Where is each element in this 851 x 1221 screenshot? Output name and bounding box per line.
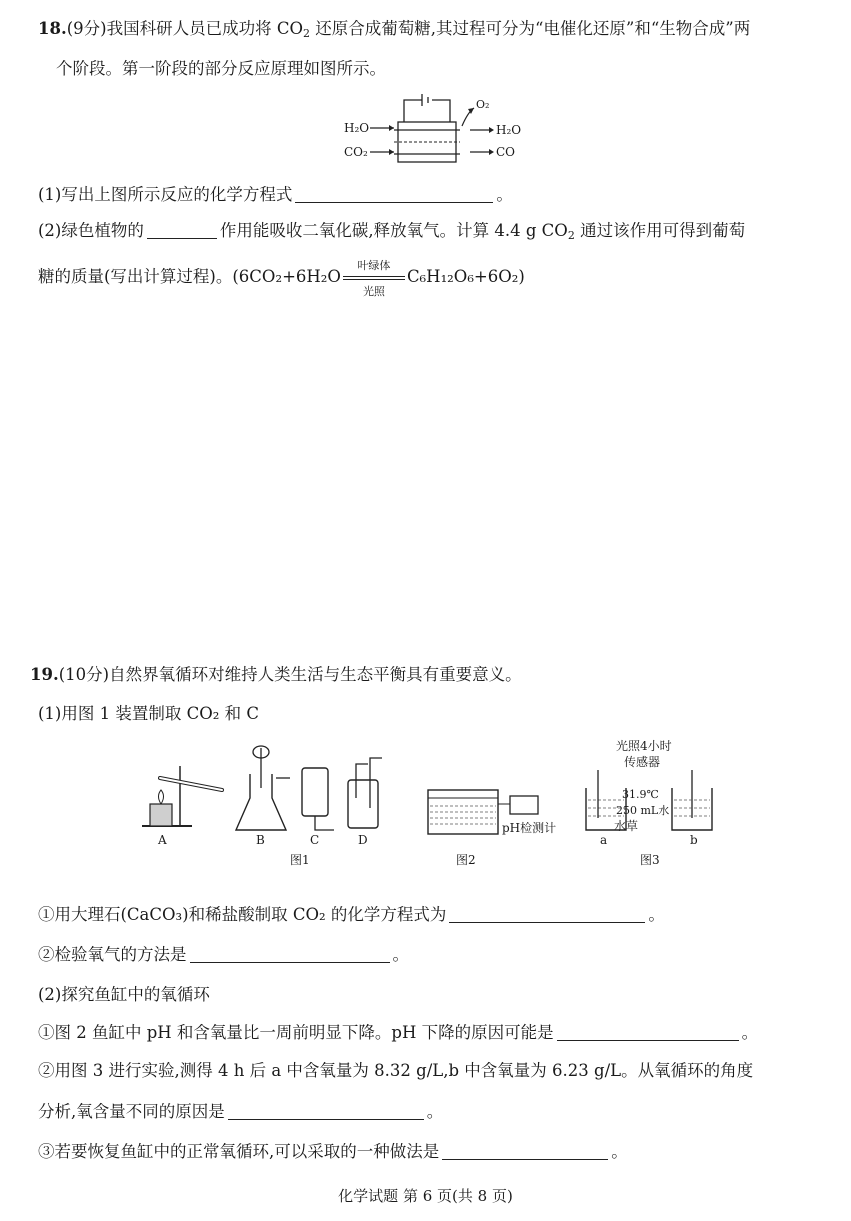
- answer-blank[interactable]: [228, 1103, 424, 1120]
- fig2-caption: 图2: [456, 853, 476, 867]
- q19-intro: 19.(10分)自然界氧循环对维持人类生活与生态平衡具有重要意义。: [30, 665, 522, 684]
- q18-intro-line-2: 个阶段。第一阶段的部分反应原理如图所示。: [56, 59, 386, 78]
- question-number: 18.: [38, 19, 67, 38]
- q19-part2-label: (2)探究鱼缸中的氧循环: [38, 985, 210, 1004]
- q19-sub4-line-1: ②用图 3 进行实验,测得 4 h 后 a 中含氧量为 8.32 g/L,b 中含氧量为 6.23 g/L。从氧循环的角度: [38, 1061, 754, 1080]
- fig1-label-b: B: [256, 833, 265, 847]
- answer-blank[interactable]: [147, 222, 217, 239]
- fig1-label-a: A: [158, 833, 167, 847]
- q18-part2-line-2: 糖的质量(写出计算过程)。(6CO₂+6H₂O 叶绿体 光照 C₆H₁₂O₆+6O₂): [38, 258, 525, 298]
- fig3-volume-label: 250 mL水: [616, 804, 670, 817]
- answer-blank[interactable]: [449, 906, 645, 923]
- q19-sub3: ①图 2 鱼缸中 pH 和含氧量比一周前明显下降。pH 下降的原因可能是 。: [38, 1023, 759, 1042]
- diagram-out-bottom-label: CO: [496, 145, 516, 159]
- q18-part2-line-1: (2)绿色植物的 作用能吸收二氧化碳,释放氧气。计算 4.4 g $CO_2$ 通过该作用可得到葡萄: [38, 221, 746, 242]
- q18-intro-line-1: 18.(9分)我国科研人员已成功将 $CO_2$ 还原合成葡萄糖,其过程可分为“电催化还原”和“生物合成”两: [38, 19, 751, 40]
- answer-blank[interactable]: [190, 946, 390, 963]
- fig1-caption: 图1: [290, 853, 310, 867]
- diagram-out-gas-label: O₂: [476, 98, 490, 111]
- answer-blank[interactable]: [442, 1143, 608, 1160]
- q19-sub4-line-2: 分析,氧含量不同的原因是 。: [38, 1102, 444, 1121]
- fig2-meter-label: pH检测计: [502, 821, 557, 835]
- fig3-caption: 图3: [640, 853, 660, 867]
- q19-sub5: ③若要恢复鱼缸中的正常氧循环,可以采取的一种做法是 。: [38, 1142, 628, 1161]
- page-footer: 化学试题 第 6 页(共 8 页): [338, 1187, 513, 1205]
- q19-sub1: ①用大理石(CaCO₃)和稀盐酸制取 CO₂ 的化学方程式为 。: [38, 905, 665, 924]
- question-number: 19.: [30, 665, 59, 684]
- fig1-label-c: C: [310, 833, 320, 847]
- answer-blank[interactable]: [295, 186, 493, 203]
- q19-sub2: ②检验氧气的方法是 。: [38, 945, 409, 964]
- electrolysis-diagram: [340, 92, 540, 170]
- fig3-label-a: a: [600, 833, 608, 847]
- q19-part1-label: (1)用图 1 装置制取 CO₂ 和 C: [38, 704, 259, 723]
- fig3-label-b: b: [690, 833, 698, 847]
- fig3-plant-label: 水草: [614, 819, 639, 833]
- q18-part1: (1)写出上图所示反应的化学方程式 。: [38, 185, 513, 204]
- fig3-light-label: 光照4小时: [616, 739, 672, 753]
- fig1-label-d: D: [358, 833, 368, 847]
- apparatus-figures: [130, 738, 740, 888]
- fig3-temp-label: 31.9℃: [622, 788, 659, 801]
- diagram-in-top-label: H₂O: [344, 121, 370, 135]
- reaction-condition: 叶绿体 光照: [343, 267, 405, 289]
- diagram-out-top-label: H₂O: [496, 123, 522, 137]
- fig3-sensor-label: 传感器: [624, 755, 661, 769]
- answer-blank[interactable]: [557, 1024, 739, 1041]
- diagram-in-bottom-label: CO₂: [344, 145, 368, 159]
